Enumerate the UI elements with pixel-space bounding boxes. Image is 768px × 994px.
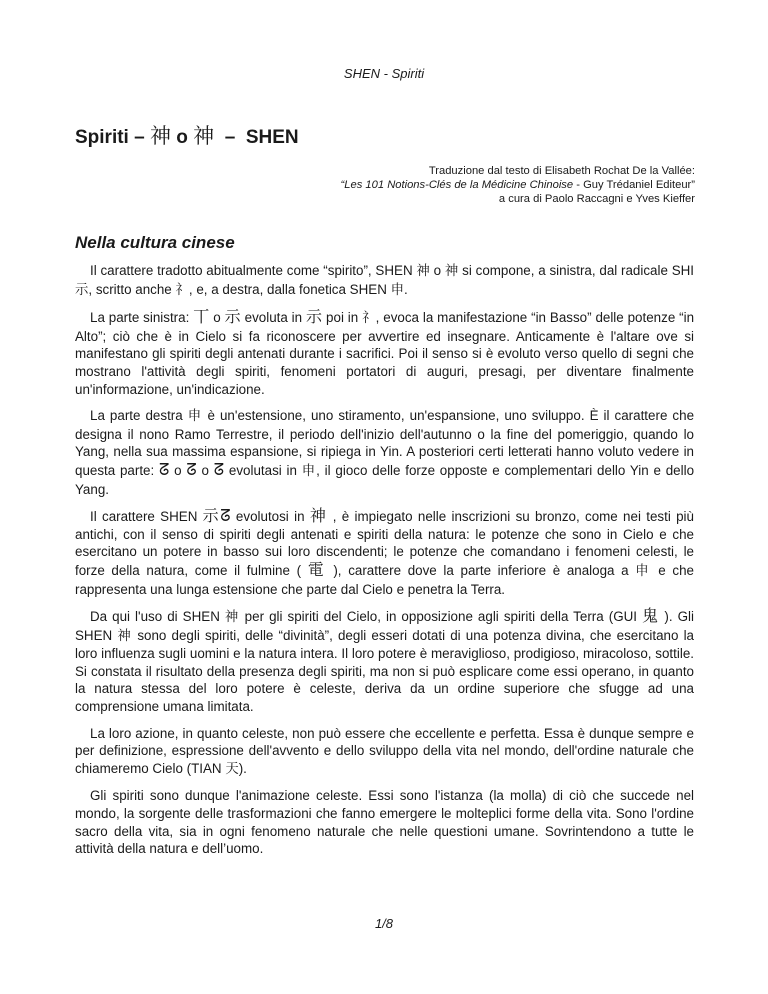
title-dash: – (224, 127, 236, 148)
p3-glyph-archaic-1: ᘔ (159, 459, 170, 479)
paragraph-4 (75, 507, 694, 598)
paragraph-3 (75, 407, 694, 498)
p3-text-c: o (169, 462, 187, 478)
p3-text-f: , il gioco delle forze opposte e complementari dello Yin e dello Yang. (75, 462, 695, 497)
p4-text-c: , è impiegato nelle inscrizioni su bronzo, come nei testi più antichi, con il senso di spiriti degli antenati e spiriti della natura: le potenze che sono in Cielo e che esercitano un potere in basso sui loro discendenti; le potenze che comandano i fenomeni celesti, le forze della natura, come il fulmine ( (75, 509, 694, 578)
document-title (75, 120, 299, 150)
translation-credits (341, 164, 695, 206)
p6-text: La loro azione, in quanto celeste, non può essere che eccellente e perfetta. Essa è dunque sempre e per definizione, espressione dell'avvento e dello sviluppo della vita nel mondo, dell'ordine naturale che chiameremo Cielo (TIAN (75, 725, 694, 776)
p1-text-d: , scritto anche (88, 281, 176, 297)
paragraph-7: Gli spiriti sono dunque l'animazione celeste. Essi sono l'istanza (la molla) di ciò che succede nel mondo, la sorgente delle trasformazioni che fanno emergere le molteplici forme della vita. Sono l'ordine sacro della vita, sia in ogni fenomeno naturale che nelle questioni umane. Sovrintendono a tutte le attività della natura e dell’uomo. (75, 788, 694, 857)
p4-char-shen-phonetic: 申 (635, 563, 652, 579)
p5-text-a: Da qui l'uso di SHEN (90, 609, 225, 625)
title-suffix: SHEN (245, 127, 299, 148)
p4-text-a: Il carattere SHEN (90, 509, 203, 525)
p5-char-shen: 神 (224, 610, 240, 626)
body-text (75, 262, 694, 867)
p2-glyph-archaic-2: 示 (224, 307, 241, 327)
paragraph-2 (75, 308, 694, 398)
p3-text-e: evolutasi in (224, 462, 302, 478)
credits-publisher: - Guy Trédaniel Editeur” (573, 179, 695, 191)
p3-text-d: o (196, 462, 214, 478)
title-connector: o (176, 127, 188, 148)
p4-char-shen: 神 (309, 506, 328, 526)
p2-text-b: o (209, 310, 225, 326)
p1-char-shen-phonetic: 申 (390, 282, 404, 298)
p4-text-b: evolutosi in (230, 509, 310, 525)
p1-char-shi: 示 (75, 282, 89, 298)
title-char-b: 神 (193, 124, 215, 148)
p5-char-shen-2: 神 (117, 628, 133, 644)
p3-glyph-archaic-3: ᘔ (213, 459, 225, 479)
p5-text-c: ). Gli SHEN (75, 609, 694, 643)
p5-text-d: sono degli spiriti, delle “divinità”, degli esseri dotati di una potenza divina, che esercitano la loro influenza sugli uomini e la natura intera. Il loro potere è meraviglioso, prodigioso, miracoloso, sottile. Si constata il risultato della presenza degli spiriti, ma non si può esplicare come essi operano, in quanto la natura stessa del loro potere è celeste, deriva da un ordine superiore che sfugge ad una comprensione umana limitata. (75, 627, 694, 715)
title-char-a: 神 (149, 124, 171, 148)
p5-text-b: per gli spiriti del Cielo, in opposizione agli spiriti della Terra (GUI (239, 609, 643, 625)
credits-book-title: “Les 101 Notions-Clés de la Médicine Chinoise (340, 179, 574, 191)
p6-char-tian: 天 (225, 761, 239, 777)
credits-line-2 (341, 178, 695, 192)
p1-char-shen: 神 (416, 264, 430, 279)
title-prefix: Spiriti – (75, 127, 145, 148)
p1-char-shi-variant: 礻 (175, 282, 189, 298)
p4-text-d: ), carattere dove la parte inferiore è analoga a (326, 562, 636, 578)
p1-text-a: Il carattere tradotto abitualmente come “spirito”, SHEN (90, 263, 417, 278)
p3-glyph-archaic-2: ᘔ (186, 459, 197, 479)
p1-char-shen-alt: 神 (444, 264, 459, 279)
paragraph-6 (75, 725, 694, 779)
p2-text-e: , evoca la manifestazione “in Basso” delle potenze “in Alto”; ciò che è in Cielo si fa riconoscere per avvertire ed insegnare. Anticamente è l'altare ove si manifestano gli spiriti degli antenati durante i sacrifici. Poi il senso si è evoluto verso quello di segni che mostrano l'attività degli spiriti, fenomeni portatori di auguri, presagi, per diventare finalmente un'informazione, un'indicazione. (75, 310, 695, 397)
p1-text-e: , e, a destra, dalla fonetica SHEN (188, 281, 391, 297)
p5-char-gui: 鬼 (642, 606, 660, 626)
p1-text-b: o (429, 263, 445, 278)
p2-text-d: poi in (322, 310, 363, 326)
p4-char-lightning: 電 (307, 559, 327, 579)
section-heading: Nella cultura cinese (75, 233, 235, 252)
p3-char-shen-phonetic: 申 (187, 409, 203, 425)
credits-line-1: Traduzione dal testo di Elisabeth Rochat De la Vallée: (428, 165, 695, 177)
p2-text-c: evoluta in (240, 310, 306, 326)
p1-text-c: si compone, a sinistra, dal radicale SHI (458, 263, 695, 278)
p4-glyph-archaic-shen: 示ᘔ (202, 506, 231, 526)
p6-text-end: ). (238, 760, 247, 776)
p3-text-a: La parte destra (90, 408, 188, 424)
p1-text-f: . (403, 281, 408, 297)
p2-glyph-shi-variant: 礻 (362, 311, 376, 327)
running-head: SHEN - Spiriti (343, 66, 425, 81)
page-number: 1/8 (374, 916, 394, 931)
p2-glyph-shi: 示 (306, 307, 323, 327)
p4-text-e: e che rappresenta una lunga estensione che parte dal Cielo e penetra la Terra. (75, 562, 694, 597)
p2-glyph-archaic-1: 丅 (193, 307, 210, 327)
paragraph-5 (75, 607, 694, 716)
p3-char-shen-phonetic-2: 申 (301, 463, 317, 479)
p3-text-b: è un'estensione, uno stiramento, un'espansione, uno sviluppo. È il carattere che designa il nono Ramo Terrestre, il periodo dell'inizio dell'autunno o la fine del pomeriggio, quando lo Yang, nella sua massima espansione, si ripiega in Yin. A posteriori certi letterati hanno voluto vedere in questa parte: (75, 408, 695, 478)
paragraph-1 (75, 262, 694, 299)
credits-line-3: a cura di Paolo Raccagni e Yves Kieffer (498, 193, 695, 205)
p2-text-a: La parte sinistra: (90, 310, 194, 326)
